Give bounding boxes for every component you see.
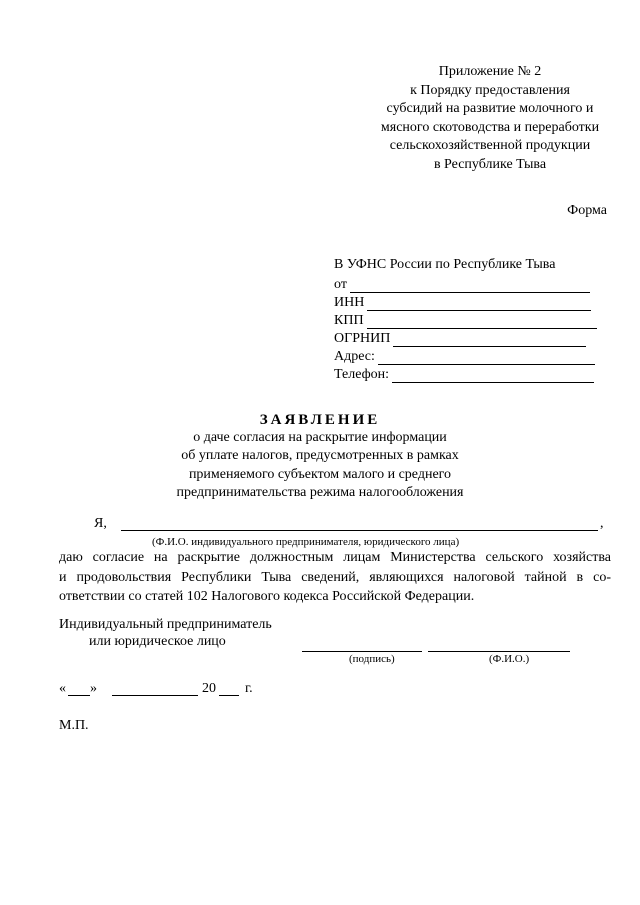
applicant-name-line[interactable]	[121, 530, 598, 531]
address-input-line[interactable]	[378, 351, 595, 365]
address-field	[334, 347, 614, 365]
year-line[interactable]	[219, 695, 239, 696]
ya-label: Я,	[94, 516, 107, 531]
inn-field	[334, 293, 614, 311]
applicant-row	[94, 516, 634, 534]
from-input-line[interactable]	[350, 279, 590, 293]
signature-caption: (подпись)	[349, 653, 395, 665]
appendix-line: к Порядку предоставления	[410, 82, 570, 98]
paragraph-line: даю согласие на раскрытие должностным лицам Министерства сельского хозяйства	[59, 550, 611, 565]
statement-subtitle-line: о даче согласия на раскрытие информации	[193, 430, 447, 445]
statement-subtitle-line: применяемого субъектом малого и среднего	[188, 466, 452, 482]
year-suffix: г.	[245, 681, 253, 696]
paragraph-line: и продовольствия Республики Тыва сведений, являющихся налоговой тайной в со-	[59, 569, 611, 585]
signer-label-line2: или юридическое лицо	[89, 634, 226, 649]
comma: ,	[600, 516, 604, 531]
signature-line[interactable]	[302, 651, 422, 652]
ogrnip-label: ОГРНИП	[334, 331, 391, 346]
appendix-line: в Республике Тыва	[433, 156, 547, 172]
from-field	[334, 275, 614, 293]
statement-title: ЗАЯВЛЕНИЕ	[259, 412, 381, 428]
inn-label: ИНН	[334, 295, 365, 310]
statement-heading	[0, 411, 640, 502]
close-quote: »	[90, 681, 97, 696]
address-title: В УФНС России по Республике Тыва	[334, 257, 556, 272]
signer-label-line1: Индивидуальный предприниматель	[59, 617, 272, 632]
appendix-line: мясного скотоводства и переработки	[380, 119, 600, 135]
open-quote: «	[59, 681, 66, 696]
appendix-line: Приложение № 2	[438, 64, 542, 79]
ogrnip-input-line[interactable]	[393, 333, 586, 347]
address-label: Адрес:	[334, 349, 375, 364]
month-line[interactable]	[112, 695, 198, 696]
ogrnip-field	[334, 329, 614, 347]
applicant-name-caption: (Ф.И.О. индивидуального предпринимателя, юридического лица)	[152, 536, 460, 548]
consent-paragraph	[59, 548, 611, 607]
kpp-input-line[interactable]	[367, 315, 597, 329]
phone-field	[334, 365, 614, 383]
from-label: от	[334, 277, 347, 292]
form-label: Форма	[567, 203, 607, 218]
appendix-header	[340, 63, 640, 175]
kpp-label: КПП	[334, 313, 364, 328]
paragraph-line: ответствии со статей 102 Налогового кодекса Российской Федерации.	[59, 589, 475, 604]
address-block	[334, 256, 614, 383]
kpp-field	[334, 311, 614, 329]
signer-name-caption: (Ф.И.О.)	[489, 653, 530, 665]
day-line[interactable]	[68, 695, 90, 696]
phone-label: Телефон:	[334, 367, 390, 382]
statement-subtitle-line: об уплате налогов, предусмотренных в рамках	[181, 448, 459, 464]
stamp-place: М.П.	[59, 718, 89, 733]
date-row	[59, 681, 319, 699]
inn-input-line[interactable]	[367, 297, 591, 311]
appendix-line: субсидий на развитие молочного и	[386, 101, 594, 117]
signer-name-line[interactable]	[428, 651, 570, 652]
phone-input-line[interactable]	[392, 369, 594, 383]
statement-subtitle-line: предпринимательства режима налогообложения	[176, 484, 464, 500]
year-prefix: 20	[202, 681, 216, 696]
appendix-line: сельскохозяйственной продукции	[389, 138, 591, 154]
